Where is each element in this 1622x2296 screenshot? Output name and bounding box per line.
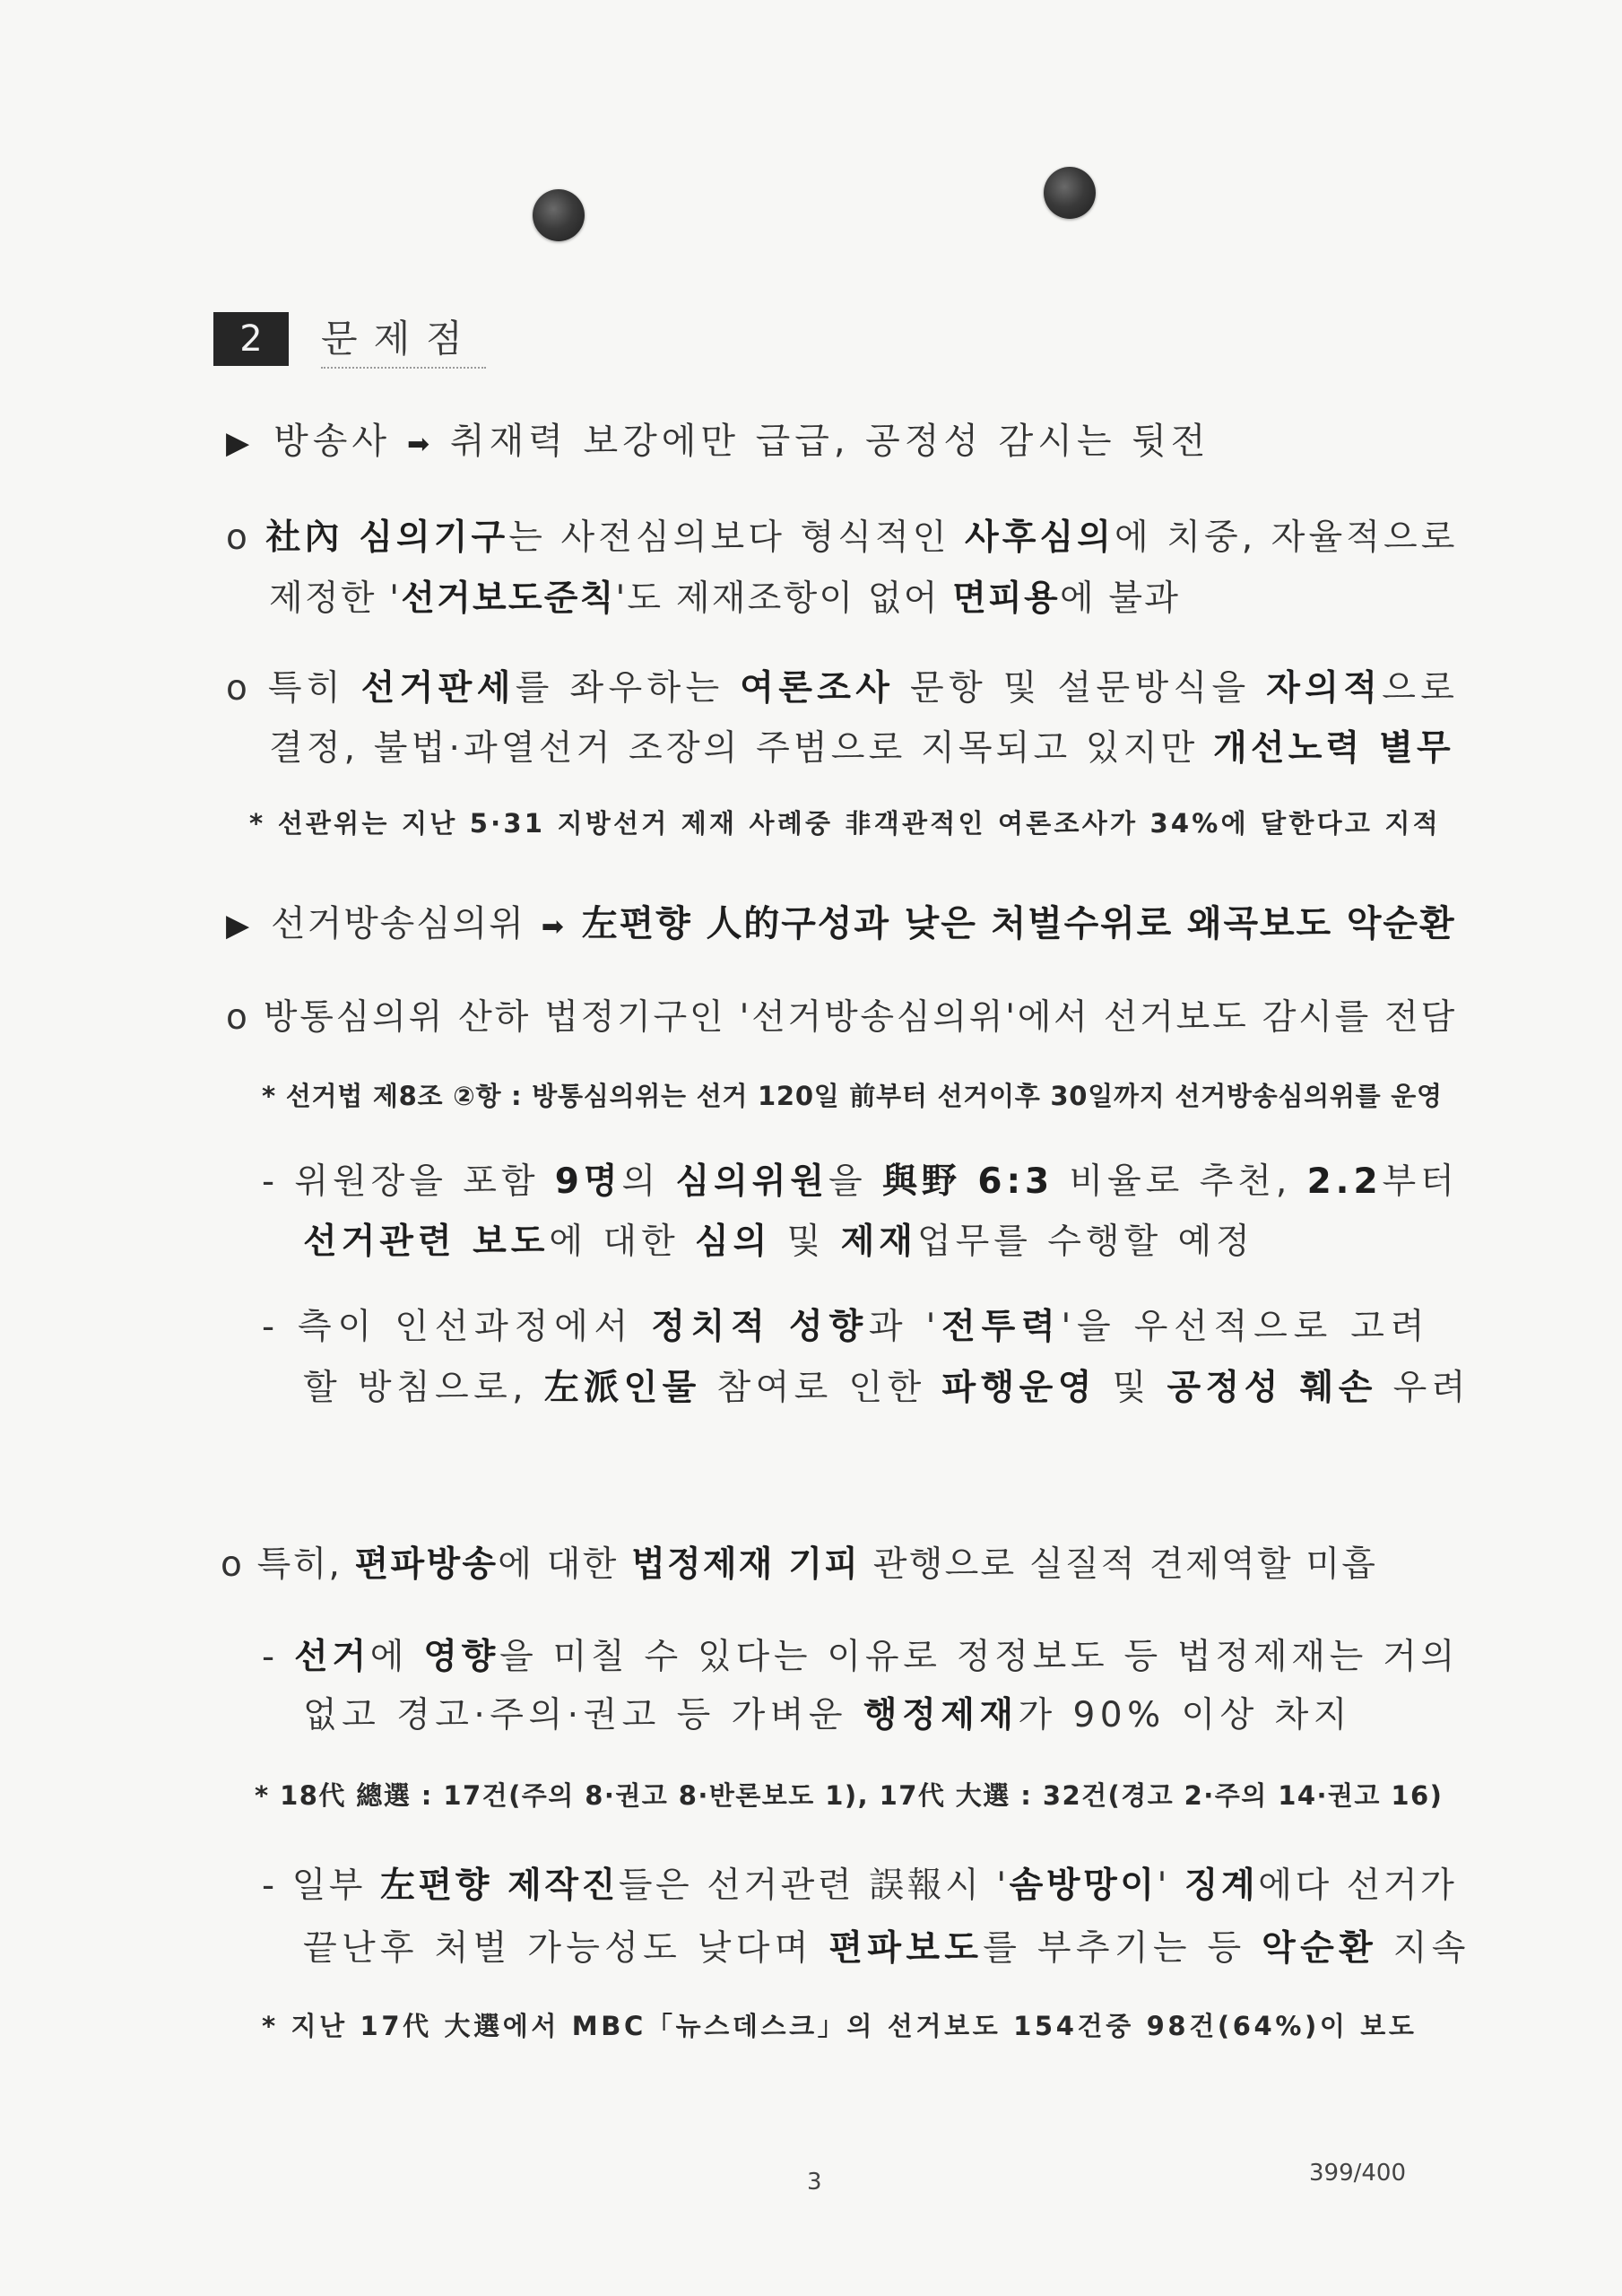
right-arrow-icon: ➡ [541,911,566,943]
emphasized-text: 징계 [1184,1866,1259,1906]
emphasized-text: 법정제재 기피 [631,1544,861,1585]
continuation-line [303,1222,1254,1262]
section-title: 문제점 [321,309,486,369]
sub-item [262,1161,1459,1202]
continuation-line [269,578,1181,619]
emphasized-text: 자의적 [1266,668,1383,709]
text-segment: 을 [828,1161,882,1202]
section-heading [213,309,486,369]
right-arrow-icon: ➡ [406,429,435,460]
text-segment: 할 방침으로, [303,1368,544,1408]
emphasized-text: 면피용 [952,578,1060,619]
emphasized-text: 左派인물 [543,1368,701,1408]
text-segment: 방송사 [273,421,391,462]
triangle-bullet-icon: ▶ [226,908,252,944]
text-segment: 참여로 인한 [700,1368,942,1408]
text-segment: ' [1157,1866,1184,1906]
text-segment: 및 [1096,1368,1167,1408]
emphasized-text: 與野 6:3 [881,1161,1054,1202]
text-segment: 문항 및 설문방식을 [894,668,1267,709]
text-segment: 업무를 수행할 예정 [916,1222,1254,1262]
page-number: 3 [807,2169,822,2196]
continuation-line [303,1928,1470,1969]
bullet-item [226,517,1459,558]
text-segment: 결정, 불법·과열선거 조장의 주범으로 지목되고 있지만 [269,728,1214,769]
sub-item [262,1637,1459,1677]
text-segment: * 18代 總選 : 17건(주의 8·권고 8·반론보도 1), 17代 大選 : 32건(경고 2·주의 14·권고 16) [255,1780,1444,1811]
text-segment: 과 ' [868,1307,942,1347]
text-segment: 비율로 추천, [1054,1161,1307,1202]
continuation-line [269,728,1454,769]
emphasized-text: 社內 심의기구 [265,517,509,558]
sub-item [262,1307,1431,1347]
text-segment: * 지난 17代 大選에서 MBC「뉴스데스크」의 선거보도 154건중 98건(64%)이 보도 [262,2011,1418,2041]
text-segment: 를 좌우하는 [515,668,741,709]
text-segment: 에 [369,1637,424,1677]
continuation-line [303,1368,1470,1408]
footnote [249,808,1441,839]
text-segment: 의 [621,1161,676,1202]
text-segment: 선거방송심의위 [271,903,525,944]
bullet-item [221,1544,1378,1585]
text-segment: 에 치중, 자율적으로 [1115,517,1459,558]
bullet-item [226,997,1458,1038]
text-segment: 제정한 ' [269,578,402,619]
text-segment: 부터 [1382,1161,1459,1202]
text-segment: o [226,517,266,558]
emphasized-text: 전투력 [941,1307,1062,1347]
continuation-line [303,1695,1352,1735]
emphasized-text: 심의위원 [675,1161,828,1202]
emphasized-text: 영향 [423,1637,500,1677]
punch-hole-right [1044,167,1096,219]
text-segment: 관행으로 실질적 견제역할 미흡 [860,1544,1378,1585]
text-segment: 끝난후 처벌 가능성도 낮다며 [303,1928,829,1969]
emphasized-text: 심의 [695,1222,772,1262]
text-segment: - 측이 인선과정에서 [262,1307,652,1347]
bullet-item [226,668,1460,709]
emphasized-text: 행정제재 [863,1695,1019,1735]
emphasized-text: 파행운영 [941,1368,1097,1408]
emphasized-text: 악순환 [1262,1928,1378,1969]
arrow-heading [226,421,1210,462]
emphasized-text: 선거보도준칙 [401,578,616,619]
text-segment: '을 우선적으로 고려 [1061,1307,1431,1347]
emphasized-text: 제재 [840,1222,917,1262]
text-segment: '도 제재조항이 없어 [615,578,953,619]
emphasized-text: 공정성 훼손 [1167,1368,1377,1408]
emphasized-text: 선거 [293,1637,370,1677]
emphasized-text: 9명 [554,1161,622,1202]
footnote [262,2013,1418,2039]
emphasized-text: 여론조사 [740,668,895,709]
text-segment: - 위원장을 포함 [262,1161,555,1202]
emphasized-text: 편파방송 [354,1544,499,1585]
text-segment: 에 불과 [1059,578,1181,619]
page-counter: 399/400 [1309,2160,1407,2187]
text-segment: 취재력 보강에만 급급, 공정성 감시는 뒷전 [450,421,1210,462]
text-segment: 가 90% 이상 차지 [1018,1695,1352,1735]
emphasized-text: 정치적 성향 [651,1307,869,1347]
text-segment: 에 대한 [498,1544,632,1585]
section-number: 2 [213,312,289,366]
text-segment: 을 미칠 수 있다는 이유로 정정보도 등 법정제재는 거의 [499,1637,1459,1677]
text-segment: - 일부 [262,1866,380,1906]
text-segment: 에다 선거가 [1258,1866,1458,1906]
text-segment: - [262,1637,294,1677]
emphasized-text: 사후심의 [965,517,1115,558]
punch-hole-left [533,189,585,241]
emphasized-text: 左편향 人的구성과 낮은 처벌수위로 왜곡보도 악순환 [581,903,1456,944]
text-segment: 는 사전심의보다 형식적인 [508,517,966,558]
footnote [262,1083,1443,1109]
triangle-bullet-icon: ▶ [226,425,255,461]
sub-item [262,1866,1458,1906]
text-segment: 으로 [1382,668,1460,709]
text-segment: 를 부추기는 등 [983,1928,1262,1969]
arrow-heading [226,903,1456,944]
emphasized-text: 편파보도 [828,1928,984,1969]
text-segment: 지속 [1377,1928,1470,1969]
text-segment: 에 대한 [549,1222,696,1262]
text-segment: * 선관위는 지난 5·31 지방선거 제재 사례중 非객관적인 여론조사가 34%에 달한다고 지적 [249,808,1441,839]
text-segment: o 특히 [226,668,361,709]
emphasized-text: 左편향 제작진 [379,1866,619,1906]
emphasized-text: 개선노력 별무 [1213,728,1454,769]
text-segment: 및 [771,1222,841,1262]
emphasized-text: 선거관련 보도 [303,1222,550,1262]
emphasized-text: 선거판세 [360,668,516,709]
text-segment: 없고 경고·주의·권고 등 가벼운 [303,1695,863,1735]
emphasized-text: 2.2 [1306,1161,1383,1202]
text-segment: o 특히, [221,1544,355,1585]
footnote [255,1780,1444,1811]
text-segment: o 방통심의위 산하 법정기구인 '선거방송심의위'에서 선거보도 감시를 전담 [226,997,1458,1038]
text-segment: * 선거법 제8조 ②항 : 방통심의위는 선거 120일 前부터 선거이후 30일까지 선거방송심의위를 운영 [262,1081,1443,1111]
text-segment: 들은 선거관련 誤報시 ' [618,1866,1010,1906]
emphasized-text: 솜방망이 [1009,1866,1158,1906]
text-segment: 우려 [1376,1368,1470,1408]
